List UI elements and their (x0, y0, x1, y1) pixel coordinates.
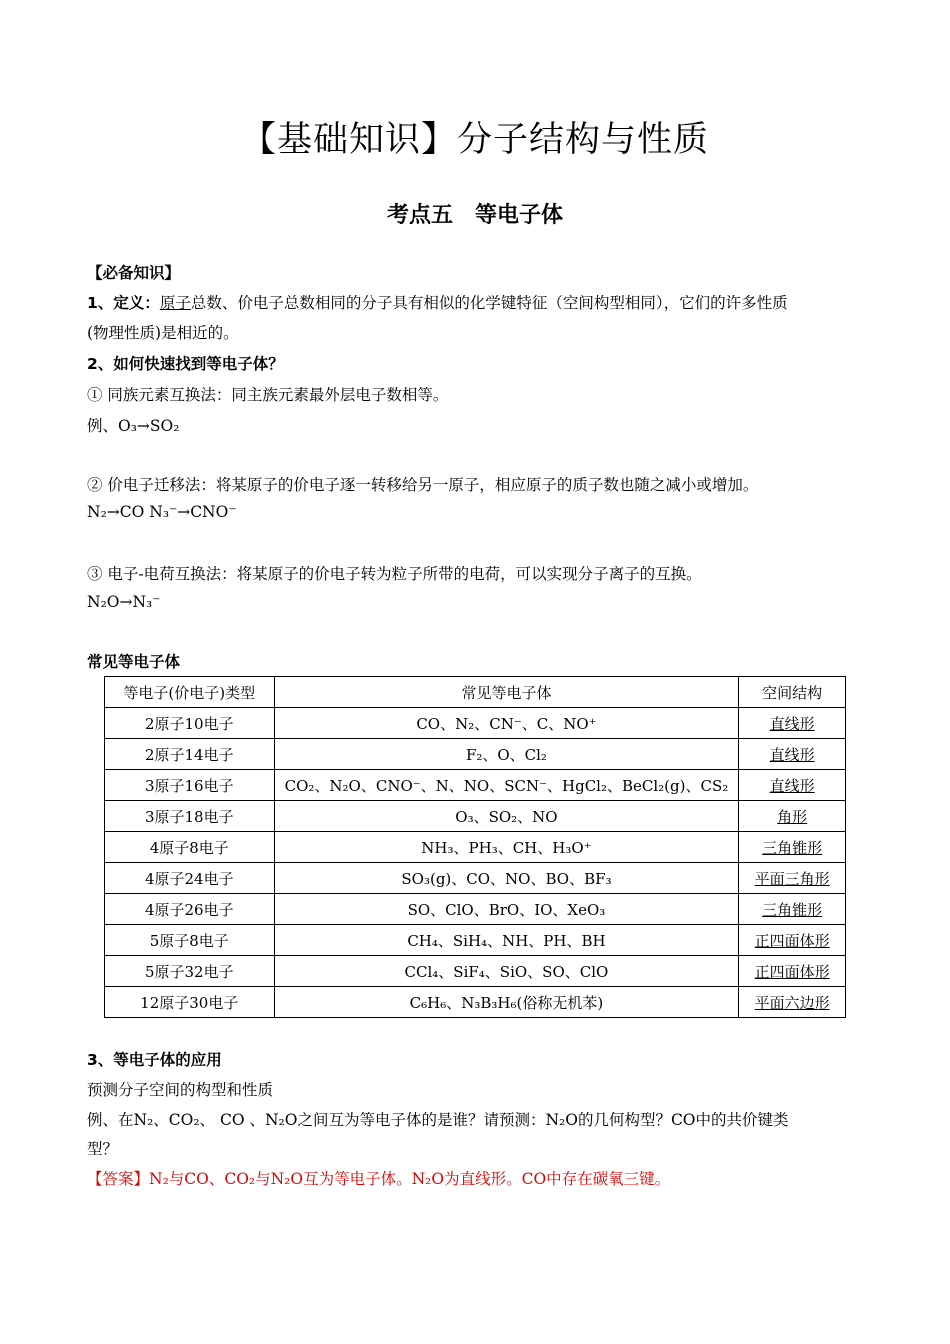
cell-type: 4原子26电子 (105, 894, 275, 925)
cell-structure: 直线形 (739, 739, 846, 770)
table-row (105, 739, 846, 770)
section-heading-application: 3、等电子体的应用 (87, 1051, 222, 1069)
cell-type: 5原子32电子 (105, 956, 275, 987)
cell-type: 2原子10电子 (105, 708, 275, 739)
header-examples: 常见等电子体 (274, 677, 739, 708)
definition-prefix: 1、 (87, 294, 114, 312)
cell-structure: 平面三角形 (739, 863, 846, 894)
header-type: 等电子(价电子)类型 (105, 677, 275, 708)
cell-structure: 直线形 (739, 708, 846, 739)
cell-structure: 直线形 (739, 770, 846, 801)
cell-examples: C₆H₆、N₃B₃H₆(俗称无机苯) (274, 987, 739, 1018)
page-subtitle: 考点五 等电子体 (386, 203, 563, 228)
definition-underlined-term: 原子 (159, 294, 191, 312)
definition-text: 总数、价电子总数相同的分子具有相似的化学键特征（空间构型相同），它们的许多性质 (190, 294, 788, 312)
cell-type: 5原子8电子 (105, 925, 275, 956)
application-question-1: 例、在N₂、CO₂、 CO 、N₂O之间互为等电子体的是谁？请预测：N₂O的几何构型？CO中的共价键类 (87, 1111, 789, 1129)
cell-structure: 三角锥形 (739, 894, 846, 925)
cell-type: 4原子8电子 (105, 832, 275, 863)
cell-examples: O₃、SO₂、NO (274, 801, 739, 832)
table-row (105, 770, 846, 801)
application-line-1: 预测分子空间的构型和性质 (87, 1081, 274, 1099)
table-row (105, 987, 846, 1018)
cell-examples: NH₃、PH₃、CH、H₃O⁺ (274, 832, 739, 863)
table-row (105, 956, 846, 987)
header-structure: 空间结构 (739, 677, 846, 708)
example-2: N₂→CO N₃⁻→CNO⁻ (87, 503, 237, 521)
table-row (105, 708, 846, 739)
cell-type: 3原子16电子 (105, 770, 275, 801)
cell-type: 2原子14电子 (105, 739, 275, 770)
isoelectronic-table (104, 676, 846, 1018)
cell-type: 12原子30电子 (105, 987, 275, 1018)
method-2: ② 价电子迁移法：将某原子的价电子逐一转移给另一原子，相应原子的质子数也随之减小或增加。 (87, 476, 759, 494)
cell-structure: 三角锥形 (739, 832, 846, 863)
definition-line-2: (物理性质)是相近的。 (87, 324, 239, 342)
page-title: 【基础知识】分子结构与性质 (240, 120, 709, 160)
answer-text: 【答案】N₂与CO、CO₂与N₂O互为等电子体。N₂O为直线形。CO中存在碳氧三键。 (87, 1170, 671, 1188)
cell-examples: CH₄、SiH₄、NH、PH、BH (274, 925, 739, 956)
cell-structure: 正四面体形 (739, 956, 846, 987)
example-1: 例、O₃→SO₂ (87, 417, 180, 435)
table-header-row (105, 677, 846, 708)
cell-examples: SO、ClO、BrO、IO、XeO₃ (274, 894, 739, 925)
cell-examples: F₂、O、Cl₂ (274, 739, 739, 770)
table-caption: 常见等电子体 (87, 653, 181, 671)
cell-structure: 平面六边形 (739, 987, 846, 1018)
table-row (105, 863, 846, 894)
section-heading-knowledge: 【必备知识】 (87, 264, 181, 282)
table-row (105, 925, 846, 956)
cell-structure: 角形 (739, 801, 846, 832)
cell-type: 3原子18电子 (105, 801, 275, 832)
cell-type: 4原子24电子 (105, 863, 275, 894)
cell-structure: 正四面体形 (739, 925, 846, 956)
definition-line (87, 291, 788, 313)
cell-examples: CO₂、N₂O、CNO⁻、N、NO、SCN⁻、HgCl₂、BeCl₂(g)、CS₂ (274, 770, 739, 801)
cell-examples: CO、N₂、CN⁻、C、NO⁺ (274, 708, 739, 739)
cell-examples: SO₃(g)、CO、NO、BO、BF₃ (274, 863, 739, 894)
method-1: ① 同族元素互换法：同主族元素最外层电子数相等。 (87, 386, 449, 404)
cell-examples: CCl₄、SiF₄、SiO、SO、ClO (274, 956, 739, 987)
method-3: ③ 电子-电荷互换法：将某原子的价电子转为粒子所带的电荷，可以实现分子离子的互换。 (87, 565, 702, 583)
table-row (105, 894, 846, 925)
example-3: N₂O→N₃⁻ (87, 593, 161, 611)
table-row (105, 801, 846, 832)
table-row (105, 832, 846, 863)
application-question-2: 型？ (87, 1140, 119, 1158)
section-heading-methods: 2、如何快速找到等电子体？ (87, 355, 284, 373)
definition-label: 定义： (113, 294, 160, 312)
